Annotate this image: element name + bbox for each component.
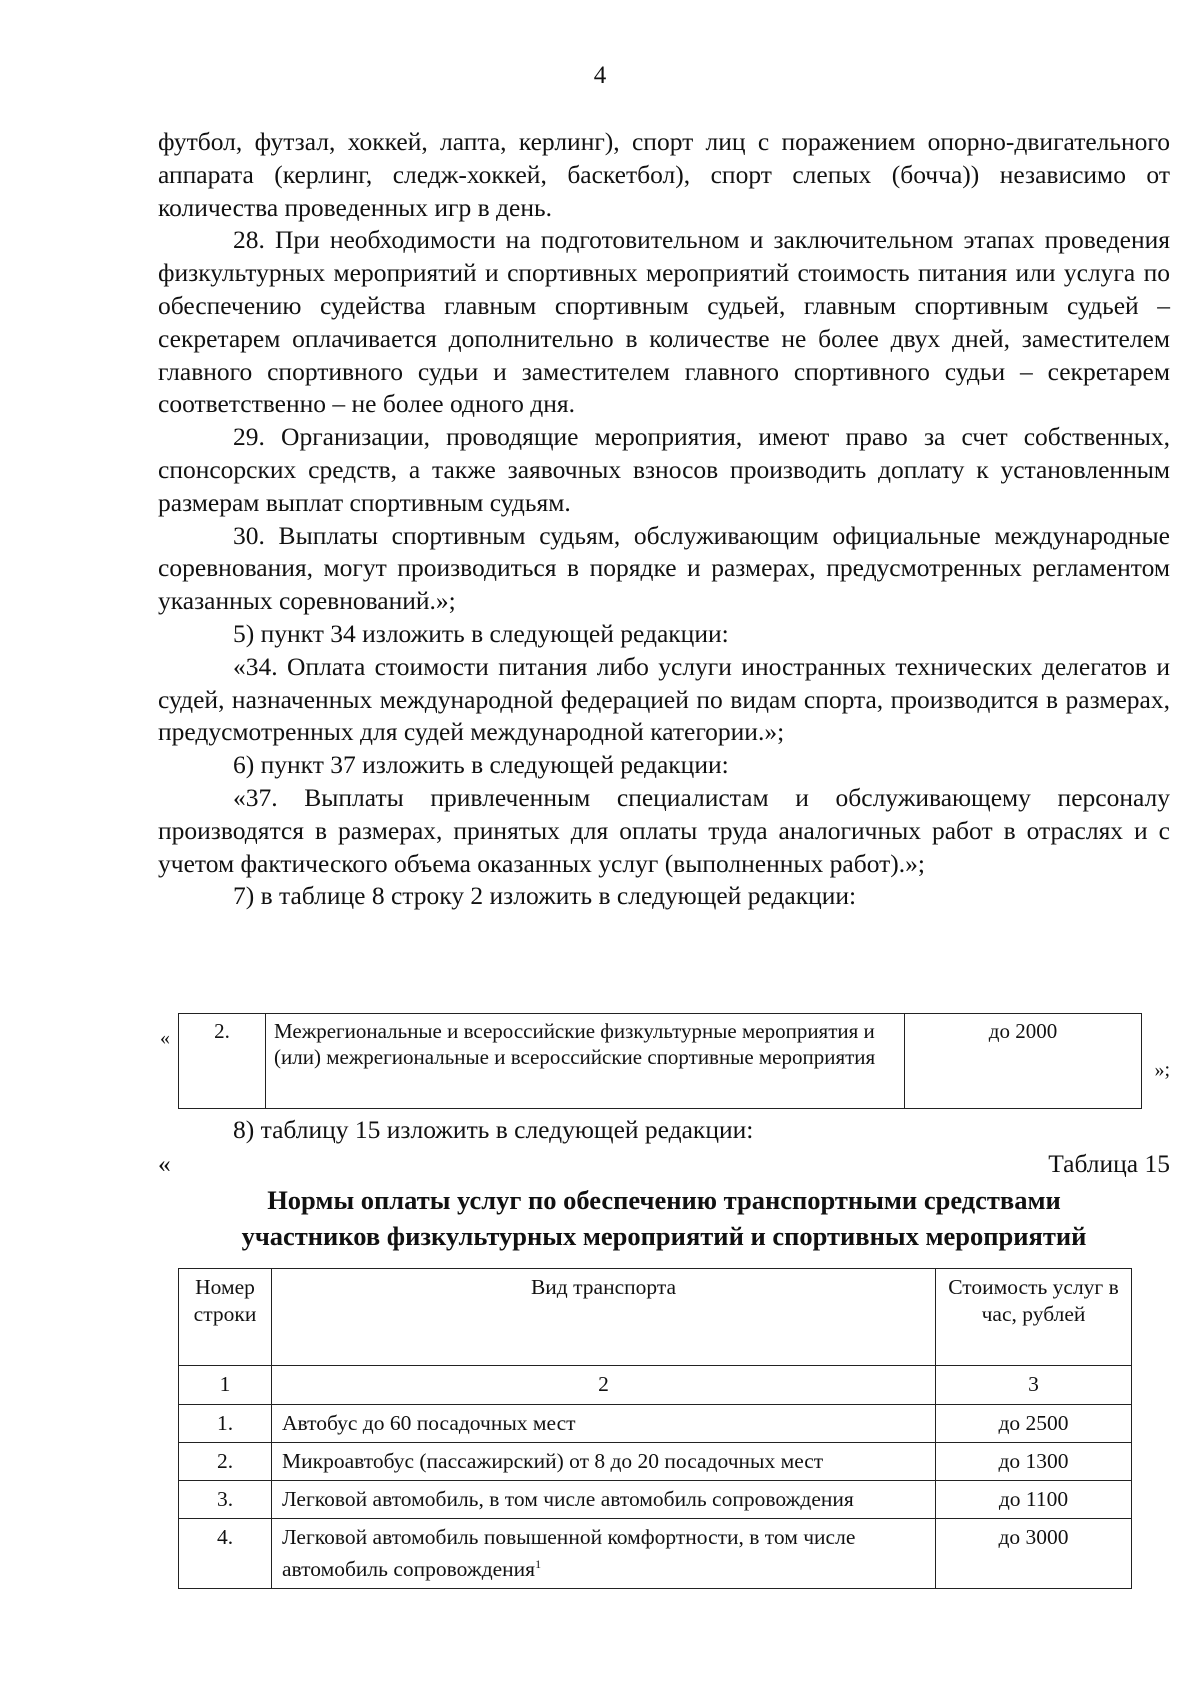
table-row xyxy=(179,1443,1132,1481)
index-col-2: 2 xyxy=(272,1366,936,1405)
table8-row-value: до 2000 xyxy=(905,1014,1142,1109)
row-number: 4. xyxy=(179,1519,272,1589)
row-number: 1. xyxy=(179,1405,272,1443)
open-quote: « xyxy=(160,1027,170,1049)
table8-row xyxy=(178,1013,1142,1109)
table15-title xyxy=(158,1182,1170,1254)
document-body xyxy=(158,126,1170,913)
table-header-row xyxy=(179,1269,1132,1366)
table-row xyxy=(179,1014,1142,1109)
paragraph-34: «34. Оплата стоимости питания либо услуги иностранных технических делегатов и судей, назначенных международной федерацией по видам спорта, производится в размерах, предусмотренных для судей международной категории.»; xyxy=(158,651,1170,747)
paragraph-28: 28. При необходимости на подготовительном и заключительном этапах проведения физкультурных мероприятий и спортивных мероприятий стоимость питания или услуга по обеспечению судейства главным спортивным судьей, главным спортивным судьей – секретарем оплачивается дополнительно в количестве не более двух дней, заместителем главного спортивного судьи и заместителем главного спортивного судьи – секретарем соответственно – не более одного дня. xyxy=(158,225,1170,419)
table-row xyxy=(179,1519,1132,1589)
table-row xyxy=(179,1481,1132,1519)
close-quote: »; xyxy=(1154,1059,1170,1081)
page-number: 4 xyxy=(593,62,607,89)
row-transport xyxy=(272,1519,936,1589)
table15-label: Таблица 15 xyxy=(1048,1149,1170,1178)
table-row xyxy=(179,1405,1132,1443)
table15 xyxy=(178,1268,1132,1589)
header-cost: Стоимость услуг в час, рублей xyxy=(936,1269,1132,1366)
row-transport-text: Легковой автомобиль повышенной комфортности, в том числе автомобиль сопровождения xyxy=(282,1525,856,1582)
row-cost: до 3000 xyxy=(936,1519,1132,1589)
row-transport: Автобус до 60 посадочных мест xyxy=(272,1405,936,1443)
table-index-row xyxy=(179,1366,1132,1405)
paragraph-item-7: 7) в таблице 8 строку 2 изложить в следующей редакции: xyxy=(233,881,857,911)
row-transport: Легковой автомобиль, в том числе автомобиль сопровождения xyxy=(272,1481,936,1519)
paragraph-item-5: 5) пункт 34 изложить в следующей редакции: xyxy=(233,618,729,648)
row-number: 2. xyxy=(179,1443,272,1481)
paragraph-37: «37. Выплаты привлеченным специалистам и обслуживающему персоналу производятся в размерах, принятых для оплаты труда аналогичных работ в отраслях и с учетом фактического объема оказанных услуг (выполненных работ).»; xyxy=(158,782,1170,878)
paragraph-item-6: 6) пункт 37 изложить в следующей редакции: xyxy=(233,750,729,780)
index-col-3: 3 xyxy=(936,1366,1132,1405)
header-row-number: Номер строки xyxy=(179,1269,272,1366)
row-cost: до 1300 xyxy=(936,1443,1132,1481)
paragraph-sports-list: футбол, футзал, хоккей, лапта, керлинг), спорт лиц с поражением опорно-двигательного аппарата (керлинг, следж-хоккей, баскетбол), спорт слепых (бочча)) независимо от количества проведенных игр в день. xyxy=(158,127,1170,222)
index-col-1: 1 xyxy=(179,1366,272,1405)
table8-row-name: Межрегиональные и всероссийские физкультурные мероприятия и (или) межрегиональные и всероссийские спортивные мероприятия xyxy=(266,1014,905,1109)
row-cost: до 2500 xyxy=(936,1405,1132,1443)
paragraph-29: 29. Организации, проводящие мероприятия, имеют право за счет собственных, спонсорских средств, а также заявочных взносов производить доплату к установленным размерам выплат спортивным судьям. xyxy=(158,422,1170,517)
paragraph-item-8: 8) таблицу 15 изложить в следующей редакции: xyxy=(233,1115,754,1144)
row-transport: Микроавтобус (пассажирский) от 8 до 20 посадочных мест xyxy=(272,1443,936,1481)
table8-row-number: 2. xyxy=(179,1014,266,1109)
table15-title-line1: Нормы оплаты услуг по обеспечению транспортными средствами xyxy=(267,1185,1061,1215)
open-quote: « xyxy=(158,1149,171,1178)
row-cost: до 1100 xyxy=(936,1481,1132,1519)
paragraph-30: 30. Выплаты спортивным судьям, обслуживающим официальные международные соревнования, могут производиться в порядке и размерах, предусмотренных регламентом указанных соревнований.»; xyxy=(158,520,1170,616)
row-number: 3. xyxy=(179,1481,272,1519)
table8-row-replacement xyxy=(158,1013,1170,1109)
table15-title-line2: участников физкультурных мероприятий и спортивных мероприятий xyxy=(241,1221,1087,1251)
header-transport-type: Вид транспорта xyxy=(272,1269,936,1366)
footnote-mark: 1 xyxy=(535,1557,542,1571)
